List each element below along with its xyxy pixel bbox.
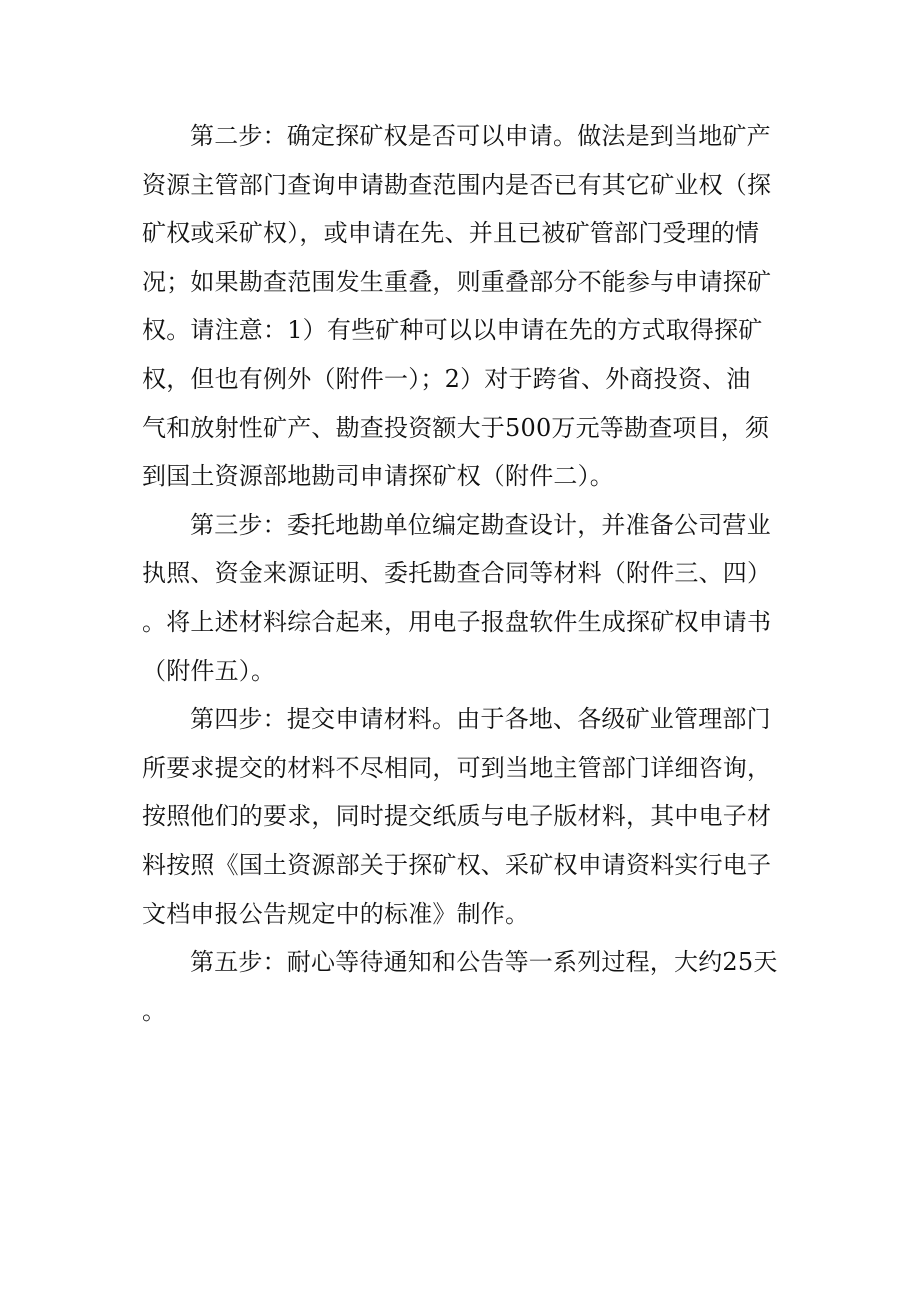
step-two-line-5: 权。请注意：1）有些矿种可以以申请在先的方式取得探矿 [142,316,763,345]
step-two-line-6: 权，但也有例外（附件一）；2）对于跨省、外商投资、油 [142,364,751,393]
step-three-line-4: （附件五）。 [142,656,276,685]
step-two-line-1: 第二步：确定探矿权是否可以申请。做法是到当地矿产 [190,122,771,150]
step-three-line-1: 第三步：委托地勘单位编定勘查设计，并准备公司营业 [190,510,771,539]
step-four-line-3: 按照他们的要求，同时提交纸质与电子版材料，其中电子材 [142,802,772,831]
document-body [142,112,790,1035]
step-five-line-2: 。 [142,996,167,1025]
step-two-line-7: 气和放射性矿产、勘查投资额大于500万元等勘查项目，须 [142,413,770,442]
step-two-line-4: 况；如果勘查范围发生重叠，则重叠部分不能参与申请探矿 [142,267,772,296]
step-four-line-5: 文档申报公告规定中的标准》制作。 [142,899,530,928]
step-two-line-2: 资源主管部门查询申请勘查范围内是否已有其它矿业权（探 [142,170,772,199]
step-four-line-4: 料按照《国土资源部关于探矿权、采矿权申请资料实行电子 [142,850,772,879]
step-four-line-2: 所要求提交的材料不尽相同，可到当地主管部门详细咨询， [142,753,772,782]
step-three-line-3: 。将上述材料综合起来，用电子报盘软件生成探矿权申请书 [142,607,772,636]
step-four-line-1: 第四步：提交申请材料。由于各地、各级矿业管理部门 [190,705,771,734]
step-five-line-1: 第五步：耐心等待通知和公告等一系列过程，大约25天 [190,948,778,977]
step-three-line-2: 执照、资金来源证明、委托勘查合同等材料（附件三、四） [142,559,772,588]
step-two-line-3: 矿权或采矿权），或申请在先、并且已被矿管部门受理的情 [142,219,760,248]
step-two-line-8: 到国土资源部地勘司申请探矿权（附件二）。 [142,462,614,491]
